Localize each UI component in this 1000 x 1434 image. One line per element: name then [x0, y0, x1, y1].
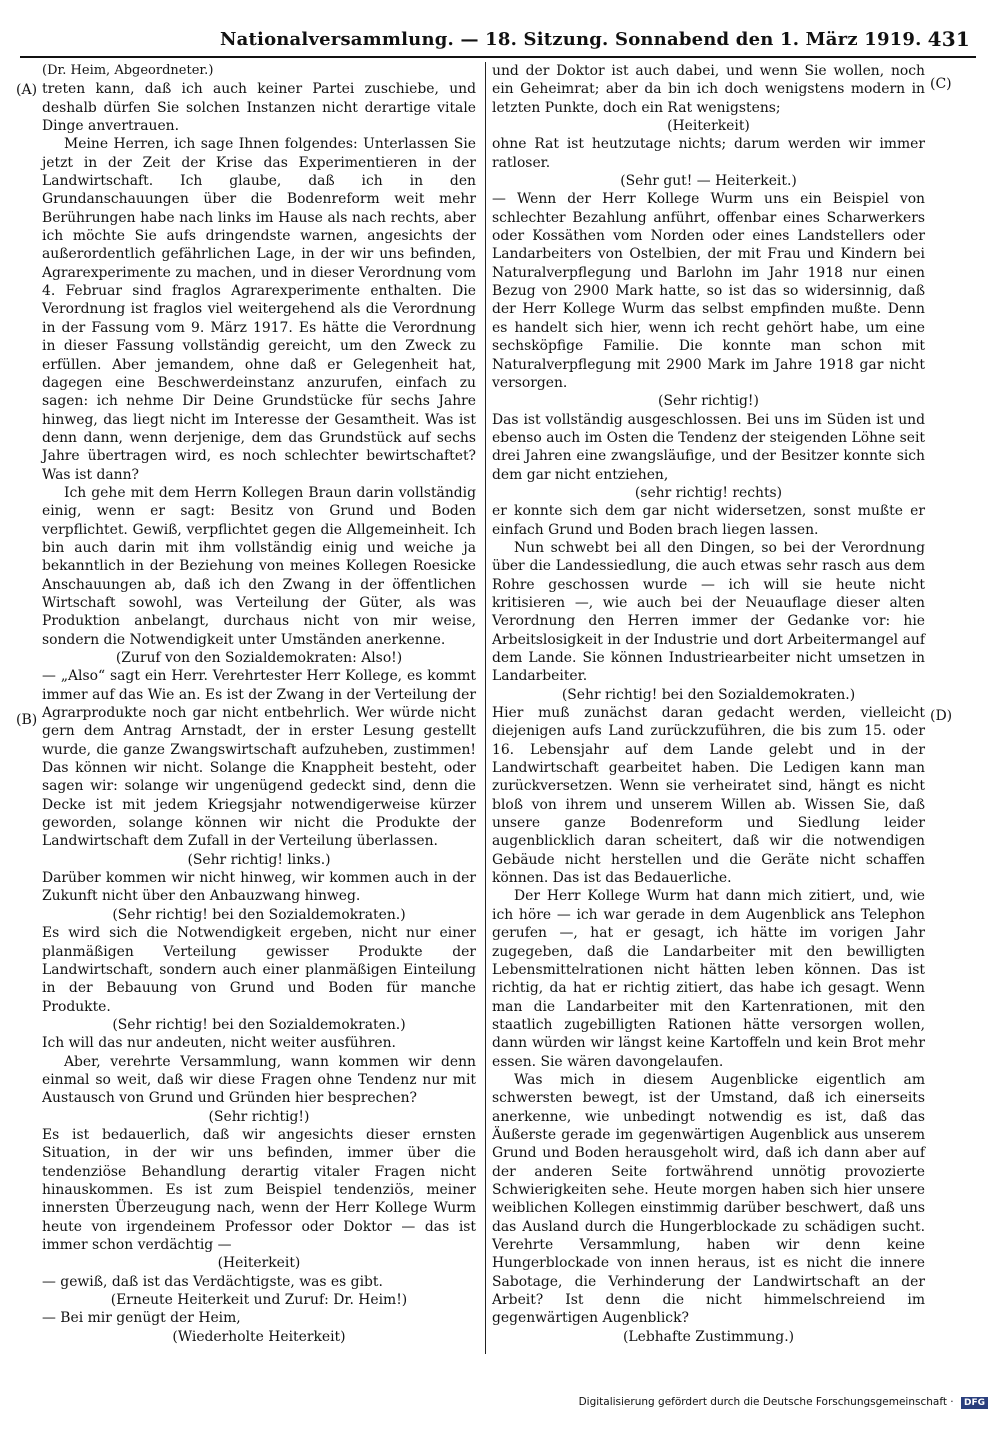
- interjection: (Heiterkeit): [667, 118, 750, 135]
- interjection: (Zuruf von den Sozialdemokraten: Also!): [115, 650, 403, 666]
- paragraph: er konnte sich dem gar nicht widersetzen, sonst mußte er einfach Grund und Boden brach liegen lassen.: [492, 503, 925, 538]
- paragraph: ohne Rat ist heutzutage nichts; darum werden wir immer ratloser.: [492, 136, 925, 171]
- interjection: (Sehr richtig! bei den Sozialdemokraten.): [112, 906, 406, 923]
- paragraph: und der Doktor ist auch dabei, und wenn Sie wollen, noch ein Geheimrat; aber da bin ich doch wenigstens modern in letzten Punkte, doch ein Rat wenigstens;: [492, 63, 925, 116]
- paragraph: Ich will das nur andeuten, nicht weiter ausführen.: [42, 1035, 396, 1052]
- interjection: (Sehr richtig!): [658, 393, 759, 410]
- header-title: Nationalversammlung. — 18. Sitzung. Sonnabend den 1. März 1919.: [220, 29, 922, 50]
- interjection: (Heiterkeit): [217, 1255, 301, 1272]
- dfg-logo: DFG: [961, 1397, 988, 1409]
- paragraph: Nun schwebt bei all den Dingen, so bei der Verordnung über die Landessiedlung, die auch etwas sehr rasch aus dem Rohre geschossen wurde — ich will sie heute nicht kritisieren —, wie auch bei der Neuauflage dieser alten Verordnung den Herren immer der Gedanke vor: hie Arbeitslosigkeit in der Industrie und dort Arbeitermangel auf dem Lande. Sie können Industriearbeiter nicht umsetzen in Landarbeiter.: [492, 539, 925, 685]
- interjection: (Erneute Heiterkeit und Zuruf: Dr. Heim!): [110, 1292, 408, 1309]
- paragraph: treten kann, daß ich auch keiner Partei zuschiebe, und deshalb dürfen Sie solchen Instanzen nicht derartige vitale Dinge anvertrauen.: [42, 81, 476, 135]
- margin-marker-b: (B): [16, 712, 38, 728]
- paragraph: — gewiß, daß ist das Verdächtigste, was es gibt.: [42, 1273, 383, 1290]
- paragraph: Hier muß zunächst daran gedacht werden, vielleicht diejenigen aufs Land zurückzuführen, die bis zum 15. oder 16. Lebensjahr auf dem Lande gelebt und in der Landwirtschaft gearbeitet haben. Die Ledigen kann man zurückversetzen. Wenn sie verheiratet sind, hängt es nicht bloß von ihrem und unserem Willen ab. Wissen Sie, daß unsere ganze Bodenreform und Siedlung leider augenblicklich daran scheitert, daß wir die notwendigen Gebäude nicht herstellen und die Geräte nicht schaffen können. Das ist das Bedauerliche.: [492, 705, 925, 887]
- interjection: (Wiederholte Heiterkeit): [172, 1328, 346, 1345]
- margin-marker-c: (C): [930, 76, 952, 92]
- paragraph: Das ist vollständig ausgeschlossen. Bei uns im Süden ist und ebenso auch im Osten die Tendenz der steigenden Löhne seit drei Jahren eine zwangsläufige, und der Besitzer konnte sich dem gar nicht entziehen,: [492, 411, 925, 483]
- margin-marker-d: (D): [930, 708, 953, 724]
- footer-text: Digitalisierung gefördert durch die Deutsche Forschungsgemeinschaft ·: [578, 1396, 954, 1408]
- paragraph: Es ist bedauerlich, daß wir angesichts dieser ernsten Situation, in der wir uns befinden, immer über die tendenziöse Behandlung derartig vitaler Fragen nicht hinauskommen. Es ist zum Beispiel tendenziös, meiner innersten Überzeugung nach, wenn der Herr Kollege Wurm heute von irgendeinem Professor oder Doktor — das ist immer schon verdächtig —: [42, 1126, 476, 1253]
- left-column: [42, 62, 476, 1346]
- paragraph: — Wenn der Herr Kollege Wurm uns ein Beispiel von schlechter Bezahlung anführt, offenbar eines Scharwerkers oder Kossäthen vom Norden oder eines Landstellers oder Landarbeiters von Ostelbien, der mit Frau und Kindern bei Naturalverpflegung und Barlohn im Jahr 1918 nur einen Bezug von 2900 Mark hatte, so ist das so widersinnig, daß der Herr Kollege Wurm das selbst empfinden mußte. Denn es handelt sich hier, wenn ich recht gehört habe, um eine sechsköpfige Familie. Die konnte man schon mit Naturalverpflegung mit 2900 Mark im Jahre 1918 gar nicht versorgen.: [492, 191, 925, 391]
- interjection: (sehr richtig! rechts): [634, 484, 783, 501]
- interjection: (Sehr richtig! bei den Sozialdemokraten.): [561, 686, 856, 703]
- paragraph: Darüber kommen wir nicht hinweg, wir kommen auch in der Zukunft nicht über den Anbauzwang hinweg.: [42, 870, 476, 905]
- interjection: (Sehr richtig! links.): [187, 851, 331, 868]
- paragraph: Aber, verehrte Versammlung, wann kommen wir denn einmal so weit, daß wir diese Fragen ohne Tendenz nur mit Austausch von Grund und Gründen hier besprechen?: [42, 1053, 476, 1107]
- column-divider: [485, 62, 486, 1354]
- page-header: [20, 26, 976, 58]
- paragraph: Ich gehe mit dem Herrn Kollegen Braun darin vollständig einig, wenn er sagt: Besitz von Grund und Boden verpflichtet. Gewiß, verpflichtet gegen die Allgemeinheit. Ich bin auch darin mit ihm vollständig einig und weiche ja bekanntlich in der Beziehung von meines Kollegen Roesicke Anschauungen ab, daß ich den Zwang in der öffentlichen Wirtschaft sowohl, was Verteilung der Güter, als was Produktion anbelangt, durchaus nicht von mir weise, sondern die Notwendigkeit unter Umständen anerkenne.: [42, 484, 476, 648]
- interjection: (Sehr richtig!): [208, 1108, 310, 1125]
- interjection: (Sehr gut! — Heiterkeit.): [620, 173, 797, 190]
- paragraph: Meine Herren, ich sage Ihnen folgendes: Unterlassen Sie jetzt in der Zeit der Krise das Experimentieren in der Landwirtschaft. Ich glaube, daß ich in den Grundanschauungen über die Bodenreform weit mehr Berührungen habe nach links im Hause als nach rechts, aber ich möchte Sie aufs dringendste warnen, angesichts der außerordentlich gefährlichen Lage, in der wir uns befinden, Agrarexperimente zu machen, und in dieser Verordnung vom 4. Februar sind fraglos Agrarexperimente enthalten. Die Verordnung ist fraglos viel weitergehend als die Verordnung in der Fassung vom 9. März 1917. Es hätte die Verordnung in dieser Fassung vollständig gereicht, um den Zweck zu erfüllen. Aber jemandem, ohne daß er Gelegenheit hat, dagegen eine Beschwerdeinstanz anzurufen, einfach zu sagen: ich nehme Dir Deine Grundstücke für sechs Jahre hinweg, das liegt nicht im Interesse der Gesamtheit. Was ist denn dann, wenn derjenige, dem das Grundstück auf sechs Jahre übertragen wird, es noch schlechter bewirtschaftet? Was ist dann?: [42, 136, 476, 483]
- paragraph: — „Also“ sagt ein Herr. Verehrtester Herr Kollege, es kommt immer auf das Wie an. Es ist der Zwang in der Verteilung der Agrarprodukte noch gar nicht entbehrlich. Wer würde nicht gern dem Antrag Arnstadt, der in erster Lesung gestellt wurde, die ganze Zwangswirtschaft aufzuheben, zustimmen! Das können wir nicht. Solange die Knappheit besteht, oder sagen wir: solange wir ungenügend gedeckt sind, denn die Decke ist mit jedem Kriegsjahr notwendigerweise kürzer geworden, solange können wir nicht die Produkte der Landwirtschaft dem Zufall in der Verteilung überlassen.: [42, 668, 476, 850]
- right-column: [492, 62, 925, 1346]
- interjection: (Lebhafte Zustimmung.): [622, 1328, 795, 1345]
- speaker-label: (Dr. Heim, Abgeordneter.): [42, 63, 214, 78]
- footer: [579, 1396, 988, 1409]
- margin-marker-a: (A): [16, 82, 38, 98]
- paragraph: — Bei mir genügt der Heim,: [42, 1310, 241, 1327]
- page-number: 431: [927, 27, 970, 51]
- paragraph: Es wird sich die Notwendigkeit ergeben, nicht nur einer planmäßigen Verteilung gewisser Produkte der Landwirtschaft, sondern auch einer planmäßigen Einteilung in der Bebauung von Grund und Boden für manche Produkte.: [42, 925, 476, 1015]
- interjection: (Sehr richtig! bei den Sozialdemokraten.): [112, 1016, 406, 1033]
- paragraph: Der Herr Kollege Wurm hat dann mich zitiert, und, wie ich höre — ich war gerade in dem Augenblick ans Telephon gerufen —, hat er gesagt, ich hätte im vorigen Jahr zugegeben, daß die Landarbeiter mit den bewilligten Lebensmittelrationen nicht hätten leben können. Das ist richtig, da hat er richtig zitiert, das habe ich gesagt. Wenn man die Landarbeiter mit den Kartenrationen, mit den staatlich zugebilligten Rationen hätte versorgen wollen, dann würden wir längst keine Kartoffeln und kein Brot mehr essen. Sie wären davongelaufen.: [492, 888, 925, 1070]
- paragraph: Was mich in diesem Augenblicke eigentlich am schwersten bewegt, ist der Umstand, daß ich einerseits anerkenne, wie unbedingt notwendig es ist, daß das Äußerste gerade im gegenwärtigen Augenblick aus unserem Grund und Boden herausgeholt wird, daß ich dann aber auf der anderen Seite fortwährend unnötig provozierte Schwierigkeiten sehe. Heute morgen haben sich hier unsere weiblichen Kollegen einstimmig darüber beschwert, daß uns das Ausland durch die Hungerblockade zu schädigen sucht. Verehrte Versammlung, haben wir denn keine Hungerblockade von innen heraus, ist es nicht die innere Sabotage, die Verhinderung der Landwirtschaft an der Arbeit? Ist denn die nicht himmelschreiend im gegenwärtigen Augenblick?: [492, 1071, 925, 1327]
